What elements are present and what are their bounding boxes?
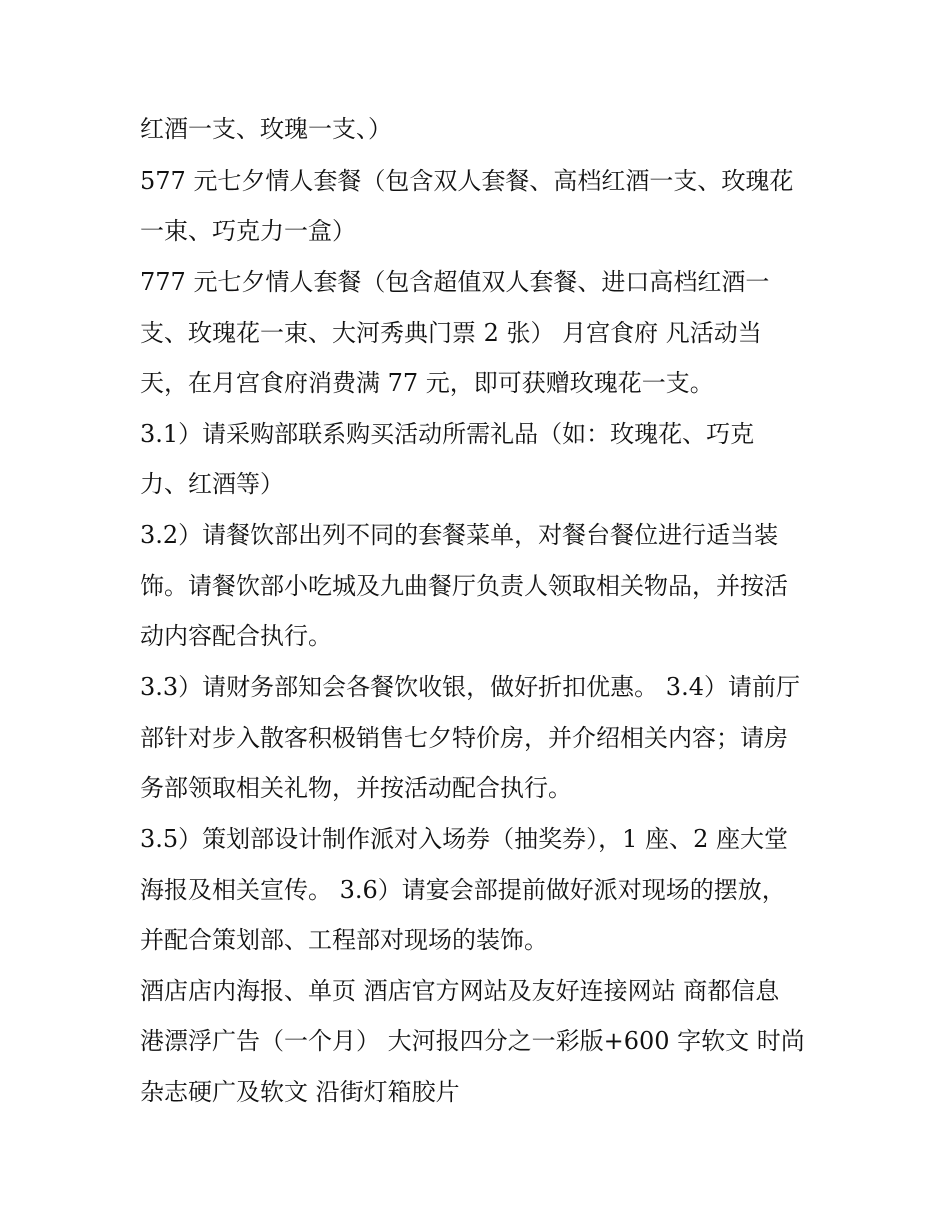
- text-line: 3.1）请采购部联系购买活动所需礼品（如：玫瑰花、巧克: [140, 420, 755, 448]
- text-line: 3.5）策划部设计制作派对入场券（抽奖券），1 座、2 座大堂: [140, 825, 788, 853]
- text-line: 港漂浮广告（一个月） 大河报四分之一彩版+600 字软文 时尚: [140, 1027, 805, 1055]
- text-line: 红酒一支、玫瑰一支、）: [140, 115, 392, 143]
- text-line: 部针对步入散客积极销售七夕特价房，并介绍相关内容；请房: [140, 724, 788, 752]
- text-line: 并配合策划部、工程部对现场的装饰。: [140, 926, 548, 954]
- text-line: 杂志硬广及软文 沿街灯箱胶片: [140, 1078, 460, 1106]
- text-line: 天，在月宫食府消费满 77 元，即可获赠玫瑰花一支。: [140, 369, 714, 397]
- text-line: 海报及相关宣传。 3.6）请宴会部提前做好派对现场的摆放，: [140, 876, 786, 904]
- text-line: 3.3）请财务部知会各餐饮收银，做好折扣优惠。 3.4）请前厅: [140, 673, 800, 701]
- text-line: 一束、巧克力一盒）: [140, 217, 356, 245]
- text-line: 力、红酒等）: [140, 470, 284, 498]
- text-line: 支、玫瑰花一束、大河秀典门票 2 张） 月宫食府 凡活动当: [140, 319, 762, 347]
- text-line: 务部领取相关礼物，并按活动配合执行。: [140, 774, 572, 802]
- text-line: 3.2）请餐饮部出列不同的套餐菜单，对餐台餐位进行适当装: [140, 521, 779, 549]
- text-line: 酒店店内海报、单页 酒店官方网站及友好连接网站 商都信息: [140, 977, 780, 1005]
- text-line: 777 元七夕情人套餐（包含超值双人套餐、进口高档红酒一: [140, 268, 770, 296]
- text-line: 577 元七夕情人套餐（包含双人套餐、高档红酒一支、玫瑰花: [140, 167, 794, 195]
- text-line: 饰。请餐饮部小吃城及九曲餐厅负责人领取相关物品，并按活: [140, 572, 788, 600]
- text-line: 动内容配合执行。: [140, 622, 332, 650]
